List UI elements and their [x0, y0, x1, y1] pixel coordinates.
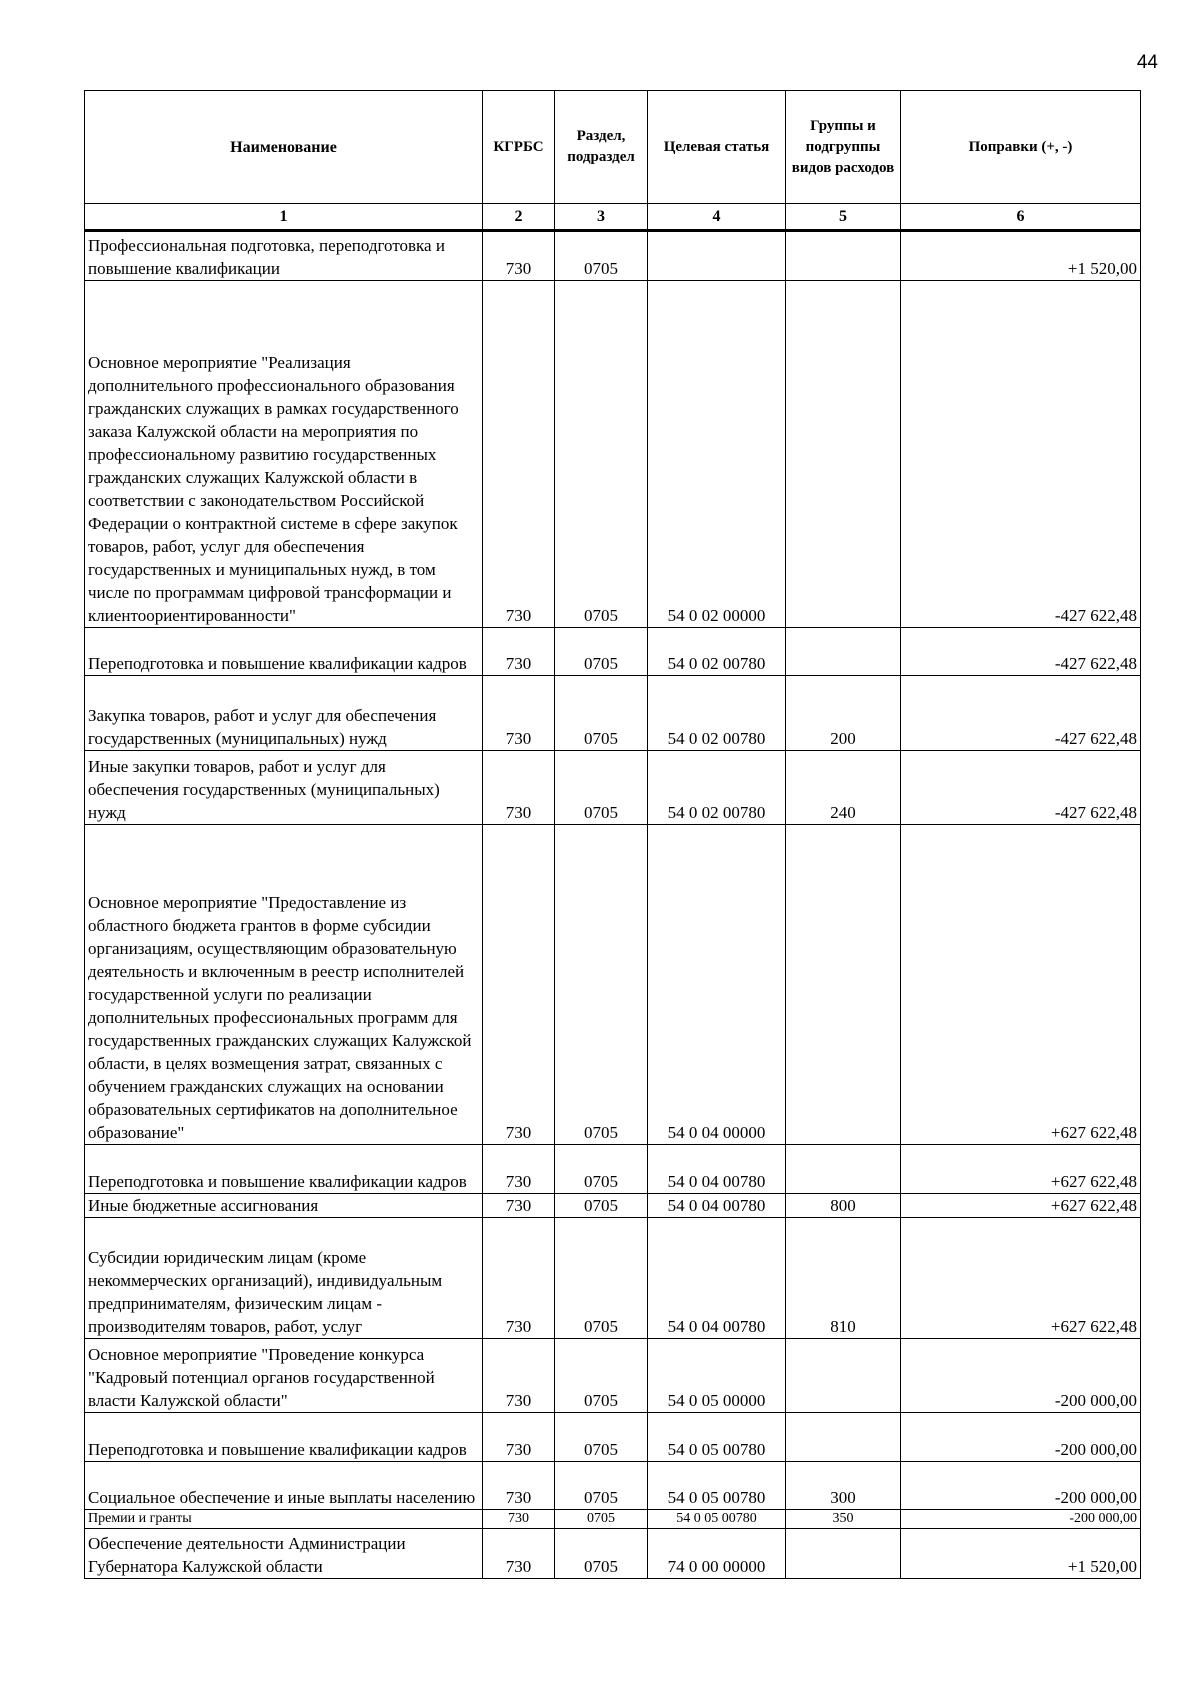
row-kgrbs: 730 [483, 281, 555, 628]
row-amount: -427 622,48 [901, 281, 1141, 628]
row-target: 54 0 05 00780 [648, 1510, 786, 1529]
header-target: Целевая статья [648, 91, 786, 204]
row-group [786, 231, 901, 281]
row-section: 0705 [555, 1218, 648, 1339]
row-name: Основное мероприятие "Реализация дополнительного профессионального образования гражданских служащих в рамках государственного заказа Калужской области на мероприятия по профессиональному развитию государственных гражданских служащих Калужской области в соответствии с законодательством Российской Федерации о контрактной системе в сфере закупок товаров, работ, услуг для обеспечения государственных и муниципальных нужд, в том числе по программам цифровой трансформации и клиентоориентированности" [85, 281, 483, 628]
row-amount: -200 000,00 [901, 1462, 1141, 1510]
row-amount: +627 622,48 [901, 1218, 1141, 1339]
row-target [648, 231, 786, 281]
row-name: Основное мероприятие "Проведение конкурса "Кадровый потенциал органов государственной власти Калужской области" [85, 1339, 483, 1413]
header-amendments: Поправки (+, -) [901, 91, 1141, 204]
row-amount: -427 622,48 [901, 628, 1141, 676]
table-row [85, 751, 1141, 825]
row-target: 54 0 04 00780 [648, 1145, 786, 1194]
table-header-row [85, 91, 1141, 204]
row-section: 0705 [555, 231, 648, 281]
row-target: 74 0 00 00000 [648, 1529, 786, 1579]
row-name: Переподготовка и повышение квалификации кадров [85, 1145, 483, 1194]
table-row [85, 1510, 1141, 1529]
row-kgrbs: 730 [483, 676, 555, 751]
row-amount: -200 000,00 [901, 1339, 1141, 1413]
row-name: Переподготовка и повышение квалификации кадров [85, 628, 483, 676]
row-amount: +1 520,00 [901, 1529, 1141, 1579]
budget-amendments-table [84, 90, 1141, 1579]
row-kgrbs: 730 [483, 1413, 555, 1462]
row-kgrbs: 730 [483, 1529, 555, 1579]
table-row [85, 1218, 1141, 1339]
row-name: Субсидии юридическим лицам (кроме некоммерческих организаций), индивидуальным предпринимателям, физическим лицам - производителям товаров, работ, услуг [85, 1218, 483, 1339]
table-row [85, 1462, 1141, 1510]
row-group [786, 1413, 901, 1462]
row-kgrbs: 730 [483, 1510, 555, 1529]
row-target: 54 0 04 00780 [648, 1194, 786, 1218]
header-kgrbs: КГРБС [483, 91, 555, 204]
row-target: 54 0 02 00780 [648, 751, 786, 825]
row-section: 0705 [555, 1462, 648, 1510]
row-name: Профессиональная подготовка, переподготовка и повышение квалификации [85, 231, 483, 281]
row-kgrbs: 730 [483, 825, 555, 1145]
row-target: 54 0 05 00780 [648, 1462, 786, 1510]
row-group: 810 [786, 1218, 901, 1339]
row-group: 350 [786, 1510, 901, 1529]
row-group [786, 628, 901, 676]
row-section: 0705 [555, 676, 648, 751]
row-group: 200 [786, 676, 901, 751]
row-amount: +627 622,48 [901, 825, 1141, 1145]
row-kgrbs: 730 [483, 1194, 555, 1218]
row-section: 0705 [555, 1194, 648, 1218]
row-section: 0705 [555, 1145, 648, 1194]
row-amount: +627 622,48 [901, 1145, 1141, 1194]
column-number: 6 [901, 204, 1141, 231]
row-group [786, 1529, 901, 1579]
row-section: 0705 [555, 825, 648, 1145]
row-target: 54 0 02 00780 [648, 628, 786, 676]
row-section: 0705 [555, 281, 648, 628]
row-target: 54 0 04 00000 [648, 825, 786, 1145]
header-name: Наименование [85, 91, 483, 204]
row-target: 54 0 02 00000 [648, 281, 786, 628]
row-kgrbs: 730 [483, 1339, 555, 1413]
row-name: Обеспечение деятельности Администрации Губернатора Калужской области [85, 1529, 483, 1579]
table-row [85, 1529, 1141, 1579]
table-row [85, 231, 1141, 281]
row-amount: -427 622,48 [901, 676, 1141, 751]
row-group: 800 [786, 1194, 901, 1218]
row-name: Премии и гранты [85, 1510, 483, 1529]
header-groups: Группы и подгруппы видов расходов [786, 91, 901, 204]
column-number: 5 [786, 204, 901, 231]
row-name: Иные закупки товаров, работ и услуг для обеспечения государственных (муниципальных) нужд [85, 751, 483, 825]
row-amount: -200 000,00 [901, 1413, 1141, 1462]
row-target: 54 0 05 00780 [648, 1413, 786, 1462]
table-row [85, 1413, 1141, 1462]
row-group: 240 [786, 751, 901, 825]
table-row [85, 1145, 1141, 1194]
column-number: 1 [85, 204, 483, 231]
row-name: Закупка товаров, работ и услуг для обеспечения государственных (муниципальных) нужд [85, 676, 483, 751]
row-name: Социальное обеспечение и иные выплаты населению [85, 1462, 483, 1510]
row-name: Иные бюджетные ассигнования [85, 1194, 483, 1218]
column-number-row [85, 204, 1141, 231]
table-row [85, 628, 1141, 676]
row-section: 0705 [555, 1510, 648, 1529]
row-amount: +627 622,48 [901, 1194, 1141, 1218]
row-name: Переподготовка и повышение квалификации кадров [85, 1413, 483, 1462]
table-row [85, 825, 1141, 1145]
row-name: Основное мероприятие "Предоставление из областного бюджета грантов в форме субсидии организациям, осуществляющим образовательную деятельность и включенным в реестр исполнителей государственной услуги по реализации дополнительных профессиональных программ для государственных гражданских служащих Калужской области, в целях возмещения затрат, связанных с обучением гражданских служащих на основании образовательных сертификатов на дополнительное образование" [85, 825, 483, 1145]
row-section: 0705 [555, 1529, 648, 1579]
row-amount: -200 000,00 [901, 1510, 1141, 1529]
row-group: 300 [786, 1462, 901, 1510]
column-number: 2 [483, 204, 555, 231]
row-target: 54 0 04 00780 [648, 1218, 786, 1339]
row-group [786, 1145, 901, 1194]
row-kgrbs: 730 [483, 1145, 555, 1194]
table-row [85, 1339, 1141, 1413]
row-group [786, 1339, 901, 1413]
table-row [85, 1194, 1141, 1218]
column-number: 4 [648, 204, 786, 231]
column-number: 3 [555, 204, 648, 231]
row-target: 54 0 05 00000 [648, 1339, 786, 1413]
row-section: 0705 [555, 751, 648, 825]
row-kgrbs: 730 [483, 1218, 555, 1339]
row-group [786, 825, 901, 1145]
table-row [85, 676, 1141, 751]
page-number: 44 [1136, 52, 1158, 73]
row-section: 0705 [555, 1413, 648, 1462]
row-amount: +1 520,00 [901, 231, 1141, 281]
row-group [786, 281, 901, 628]
row-kgrbs: 730 [483, 628, 555, 676]
header-section: Раздел, подраздел [555, 91, 648, 204]
row-kgrbs: 730 [483, 231, 555, 281]
row-target: 54 0 02 00780 [648, 676, 786, 751]
row-kgrbs: 730 [483, 1462, 555, 1510]
row-kgrbs: 730 [483, 751, 555, 825]
row-amount: -427 622,48 [901, 751, 1141, 825]
row-section: 0705 [555, 628, 648, 676]
table-row [85, 281, 1141, 628]
row-section: 0705 [555, 1339, 648, 1413]
